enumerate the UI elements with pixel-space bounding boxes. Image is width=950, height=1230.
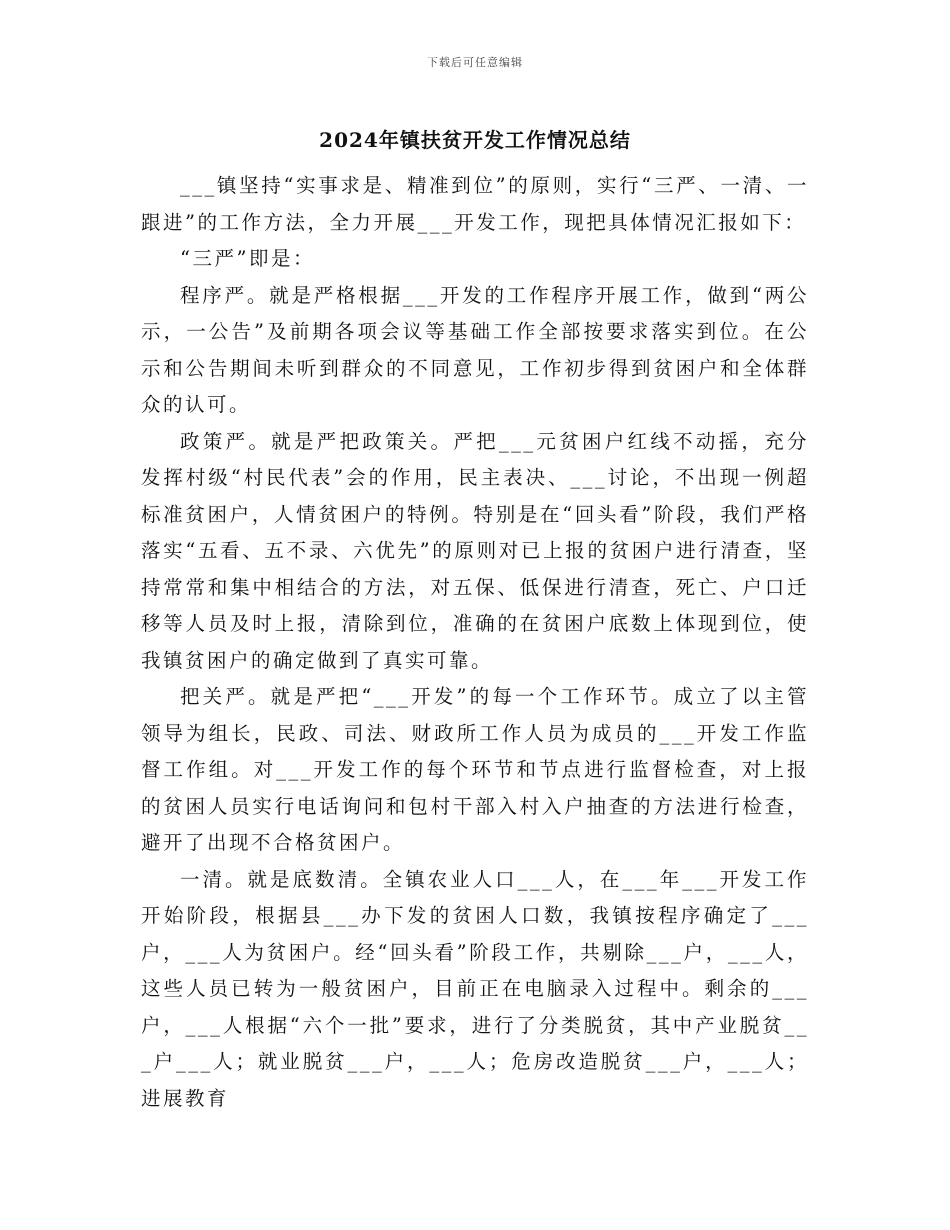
document-title: 2024年镇扶贫开发工作情况总结 [319, 128, 631, 152]
paragraph-procedure-strict: 程序严。就是严格根据___开发的工作程序开展工作，做到“两公示，一公告”及前期各项会议等基础工作全部按要求落实到位。在公示和公告期间未听到群众的不同意见，工作初步得到贫困户和全体群众的认可。 [141, 283, 809, 416]
paragraph-checkpoint-strict: 把关严。就是严把“___开发”的每一个工作环节。成立了以主管领导为组长，民政、司法、财政所工作人员为成员的___开发工作监督工作组。对___开发工作的每个环节和节点进行监督检查，对上报的贫困人员实行电话询问和包村干部入村入户抽查的方法进行检查，避开了出现不合格贫困户。 [141, 685, 809, 854]
paragraph-one-clear: 一清。就是底数清。全镇农业人口___人，在___年___开发工作开始阶段，根据县___办下发的贫困人口数，我镇按程序确定了___户，___人为贫困户。经“回头看”阶段工作，共剔除___户，___人，这些人员已转为一般贫困户，目前正在电脑录入过程中。剩余的___户，___人根据“六个一批”要求，进行了分类脱贫，其中产业脱贫___户___人；就业脱贫___户，___人；危房改造脱贫___户，___人；进展教育 [141, 867, 809, 1110]
document-body [141, 168, 809, 1117]
paragraph-policy-strict: 政策严。就是严把政策关。严把___元贫困户红线不动摇，充分发挥村级“村民代表”会的作用，民主表决、___讨论，不出现一例超标准贫困户，人情贫困户的特例。特别是在“回头看”阶段，我们严格落实“五看、五不录、六优先”的原则对已上报的贫困户进行清查，坚持常常和集中相结合的方法，对五保、低保进行清查，死亡、户口迁移等人员及时上报，清除到位，准确的在贫困户底数上体现到位，使我镇贫困户的确定做到了真实可靠。 [141, 429, 809, 672]
paragraph-intro: ___镇坚持“实事求是、精准到位”的原则，实行“三严、一清、一跟进”的工作方法，全力开展___开发工作，现把具体情况汇报如下： [141, 174, 809, 234]
page-header-note: 下载后可任意编辑 [427, 56, 523, 69]
paragraph-three-strict-heading: “三严”即是： [180, 247, 315, 270]
